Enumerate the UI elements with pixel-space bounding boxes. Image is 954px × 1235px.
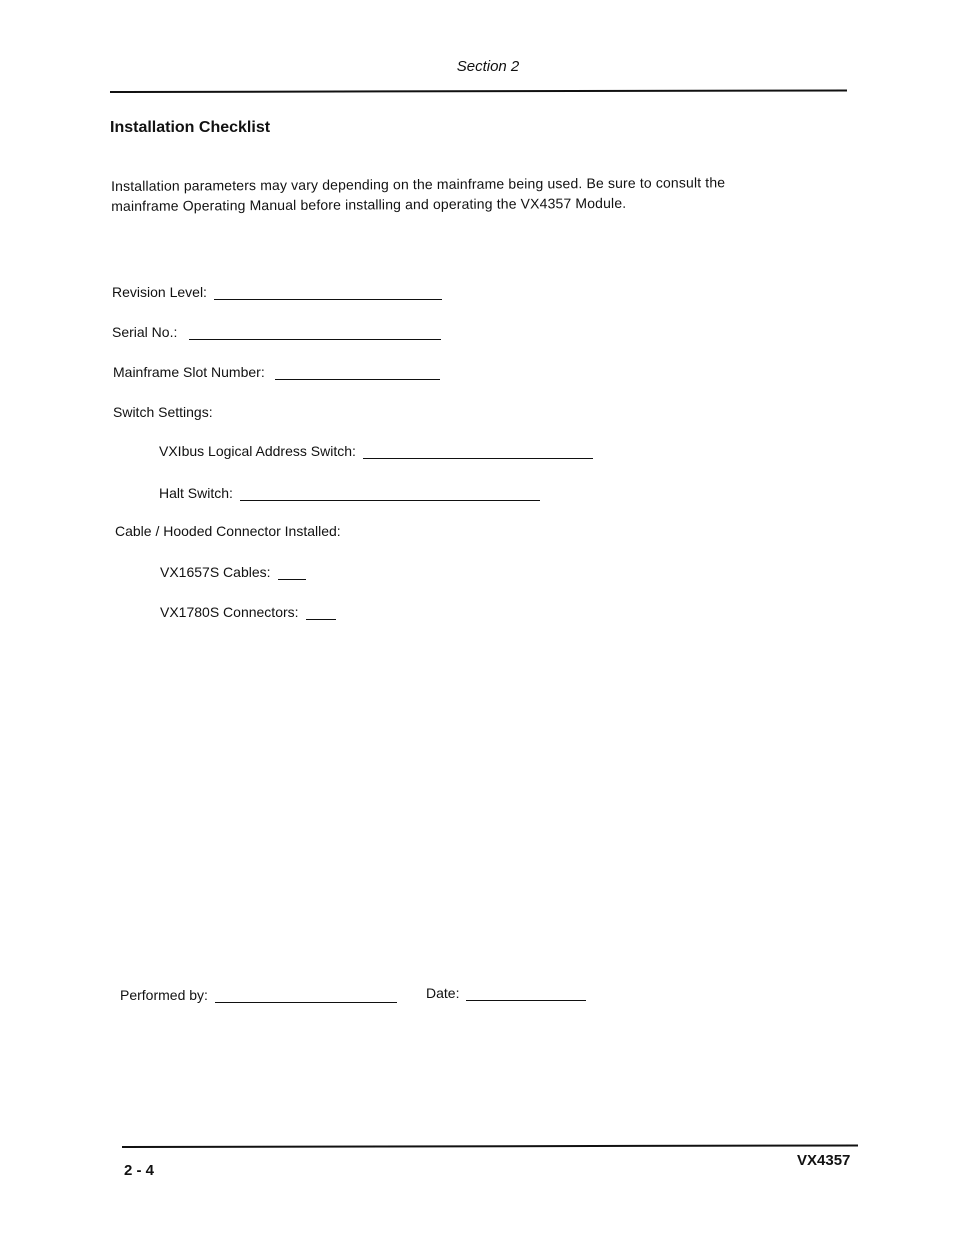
model-name: VX4357 <box>797 1152 851 1169</box>
revision-level-blank[interactable] <box>214 285 442 300</box>
serial-no-label: Serial No.: <box>112 324 178 340</box>
serial-no-field <box>112 324 441 340</box>
revision-level-field <box>112 284 442 300</box>
page-title: Installation Checklist <box>110 119 271 136</box>
serial-no-blank[interactable] <box>189 325 441 340</box>
performed-by-label: Performed by: <box>120 987 208 1003</box>
logical-address-switch-blank[interactable] <box>363 444 593 459</box>
cable-connector-label: Cable / Hooded Connector Installed: <box>115 523 341 539</box>
page-number: 2 - 4 <box>124 1162 155 1179</box>
date-field <box>426 985 586 1001</box>
halt-switch-blank[interactable] <box>240 486 540 501</box>
connectors-label: VX1780S Connectors: <box>160 604 299 620</box>
date-blank[interactable] <box>466 986 586 1001</box>
logical-address-switch-label: VXIbus Logical Address Switch: <box>159 443 356 459</box>
slot-number-blank[interactable] <box>275 365 440 380</box>
intro-line-2: mainframe Operating Manual before installing and operating the VX4357 Module. <box>111 194 627 214</box>
connectors-field <box>160 604 336 620</box>
intro-paragraph <box>111 172 725 216</box>
date-label: Date: <box>426 985 460 1001</box>
cables-blank[interactable] <box>278 565 306 580</box>
section-header: Section 2 <box>456 58 520 75</box>
footer-rule <box>122 1144 858 1148</box>
connectors-blank[interactable] <box>306 605 336 620</box>
cables-label: VX1657S Cables: <box>160 564 271 580</box>
logical-address-switch-field <box>159 443 593 459</box>
performed-by-field <box>120 987 397 1003</box>
switch-settings-label: Switch Settings: <box>113 404 213 420</box>
slot-number-label: Mainframe Slot Number: <box>113 364 265 380</box>
revision-level-label: Revision Level: <box>112 284 207 300</box>
cables-field <box>160 564 306 580</box>
halt-switch-field <box>159 485 540 501</box>
cable-connector-heading <box>115 523 341 539</box>
intro-line-1: Installation parameters may vary depending on the mainframe being used. Be sure to consult the <box>111 174 726 194</box>
performed-by-blank[interactable] <box>215 988 397 1003</box>
halt-switch-label: Halt Switch: <box>159 485 233 501</box>
slot-number-field <box>113 364 440 380</box>
switch-settings-heading <box>113 404 213 420</box>
header-rule <box>110 89 847 93</box>
